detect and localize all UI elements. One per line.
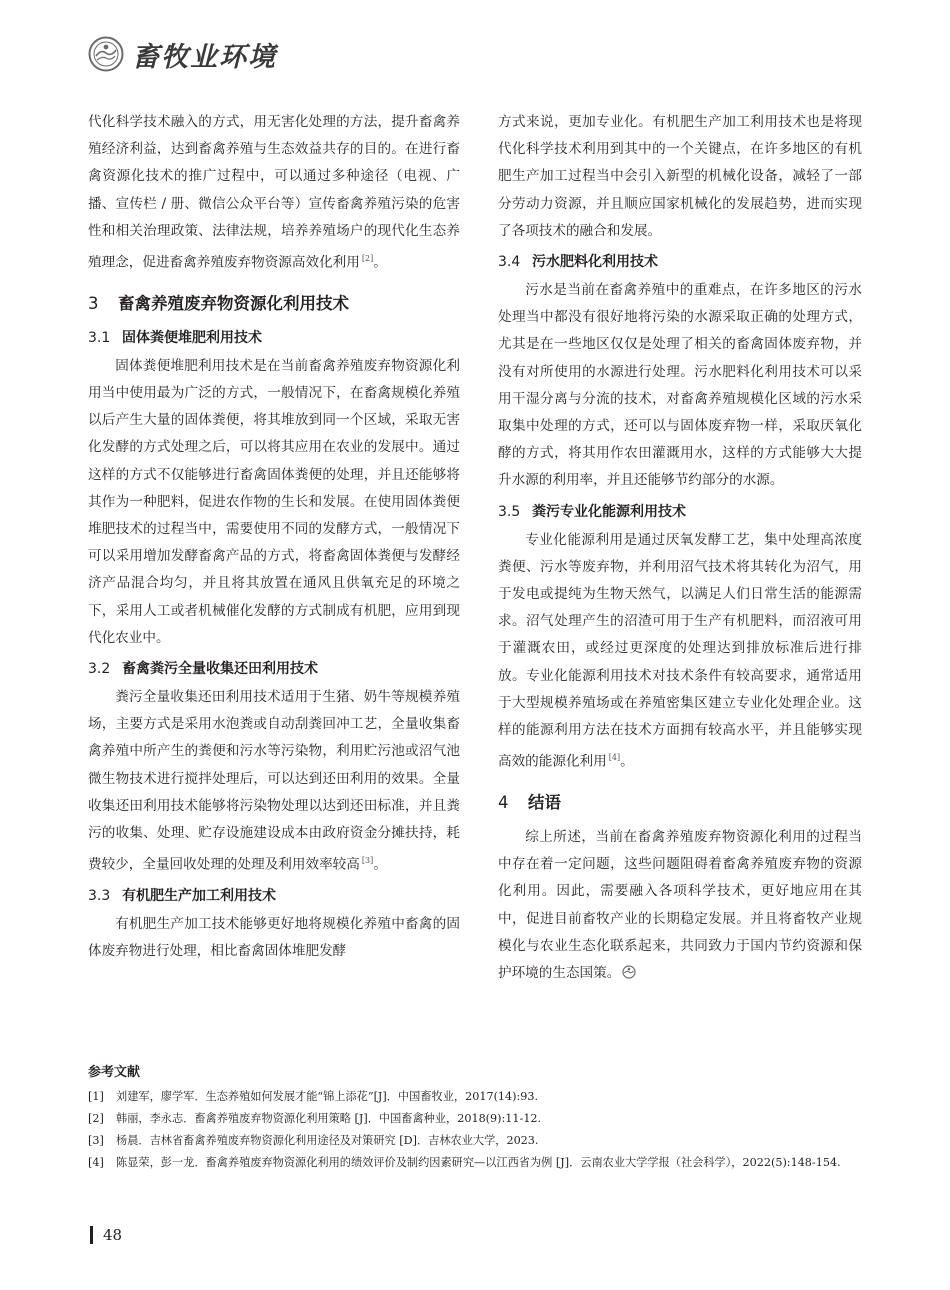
paragraph-3-1: 固体粪便堆肥利用技术是在当前畜禽养殖废弃物资源化利用当中使用最为广泛的方式，一般情况下，在畜禽规模化养殖以后产生大量的固体粪便，将其堆放到同一个区域，采取无害化发酵的方式处理之后，可以将其应用在农业的发展中。通过这样的方式不仅能够进行畜禽固体粪便的处理，并且还能够将其作为一种肥料，促进农作物的生长和发展。在使用固体粪便堆肥技术的过程当中，需要使用不同的发酵方式，一般情况下可以采用增加发酵畜禽产品的方式，将畜禽固体粪便与发酵经济产品混合均匀，并且将其放置在通风且供氧充足的环境之下，采用人工或者机械催化发酵的方式制成有机肥，应用到现代化农业中。 bbox=[88, 357, 460, 646]
citation: [3] bbox=[361, 856, 374, 866]
citation: [4] bbox=[608, 753, 621, 763]
section-heading-3: 3 畜禽养殖废弃物资源化利用技术 bbox=[88, 293, 349, 313]
page-number bbox=[90, 1226, 122, 1244]
references-title: 参考文献 bbox=[88, 1065, 141, 1080]
reference-item: [4] 陈显荣，彭一龙．畜禽养殖废弃物资源化利用的绩效评价及制约因素研究—以江西省为例 [J]．云南农业大学学报（社会科学），2022(5):148-154. bbox=[88, 1156, 841, 1169]
subsection-heading-3-5: 3.5 粪污专业化能源利用技术 bbox=[498, 503, 686, 520]
paragraph-3-5: 专业化能源利用是通过厌氧发酵工艺，集中处理高浓度粪便、污水等废弃物，并利用沼气技术将其转化为沼气，用于发电或提纯为生物天然气，以满足人们日常生活的能源需求。沼气处理产生的沼渣可用于生产有机肥料，而沼液可用于灌溉农田，或经过更深度的处理达到排放标准后进行排放。专业化能源利用技术对技术条件有较高要求，通常适用于大型规模养殖场或在养殖密集区建立专业化处理企业。这样的能源利用方法在技术方面拥有较高水平，并且能够实现高效的能源化利用 [4]。 bbox=[498, 531, 862, 770]
citation: [2] bbox=[361, 254, 374, 264]
journal-logo-icon bbox=[88, 36, 124, 72]
paragraph-3-4: 污水是当前在畜禽养殖中的重难点，在许多地区的污水处理当中都没有很好地将污染的水源采取正确的处理方式，尤其是在一些地区仅仅是处理了相关的畜禽固体废弃物，并没有对所使用的水源进行处理。污水肥料化利用技术可以采用干湿分离与分流的技术，对畜禽养殖规模化区域的污水采取集中处理的方式，还可以与固体废弃物一样，采取厌氧化酵的方式，将其用作农田灌溉用水，这样的方式能够大大提升水源的利用率，并且还能够节约部分的水源。 bbox=[498, 282, 862, 489]
paragraph-4: 综上所述，当前在畜禽养殖废弃物资源化利用的过程当中存在着一定问题，这些问题阻碍着畜禽养殖废弃物的资源化利用。因此，需要融入各项科学技术，更好地应用在其中，促进目前畜牧产业的长期稳定发展。并且将畜牧产业规模化与农业生态化联系起来，共同致力于国内节约资源和保护环境的生态国策。 bbox=[498, 829, 862, 982]
paragraph-3-2: 粪污全量收集还田利用技术适用于生猪、奶牛等规模养殖场，主要方式是采用水泡粪或自动刮粪回冲工艺，全量收集畜禽养殖中所产生的粪便和污水等污染物，利用贮污池或沼气池微生物技术进行搅拌处理后，可以达到还田利用的效果。全量收集还田利用技术能够将污染物处理以达到还田标准，并且粪污的收集、处理、贮存设施建设成本由政府资金分摊扶持，耗费较少，全量回收处理的处理及利用效率较高 [3]。 bbox=[88, 688, 460, 873]
journal-header bbox=[88, 34, 277, 74]
section-heading-4: 4 结语 bbox=[498, 793, 561, 812]
right-column bbox=[498, 109, 862, 987]
left-column bbox=[88, 109, 460, 965]
subsection-heading-3-3: 3.3 有机肥生产加工利用技术 bbox=[88, 887, 276, 904]
reference-item: [2] 韩丽，李永志．畜禽养殖废弃物资源化利用策略 [J]．中国畜禽种业，2018(9):11-12. bbox=[88, 1112, 542, 1125]
subsection-heading-3-2: 3.2 畜禽粪污全量收集还田利用技术 bbox=[88, 660, 318, 677]
paragraph-3-3: 有机肥生产加工技术能够更好地将规模化养殖中畜禽的固体废弃物进行处理，相比畜禽固体堆肥发酵 bbox=[88, 915, 460, 960]
references bbox=[88, 1061, 868, 1174]
page-number-bar bbox=[90, 1226, 93, 1244]
subsection-heading-3-4: 3.4 污水肥料化利用技术 bbox=[498, 254, 658, 271]
paragraph-intro: 代化科学技术融入的方式，用无害化处理的方法，提升畜禽养殖经济利益，达到畜禽养殖与生态效益共存的目的。在进行畜禽资源化技术的推广过程中，可以通过多种途径（电视、广播、宣传栏 / 册、微信公众平台等）宣传畜禽养殖污染的危害性和相关治理政策、法律法规，培养养殖场户的现代化生态养殖理念，促进畜禽养殖废弃物资源高效化利用 [2]。 bbox=[88, 114, 460, 271]
reference-item: [3] 杨晨．吉林省畜禽养殖废弃物资源化利用途径及对策研究 [D]．吉林农业大学，2023. bbox=[88, 1134, 539, 1147]
article-end-icon bbox=[622, 965, 636, 979]
page-number-text: 48 bbox=[103, 1226, 123, 1244]
journal-title: 畜牧业环境 bbox=[132, 41, 277, 73]
paragraph-3-3-continued: 方式来说，更加专业化。有机肥生产加工利用技术也是将现代化科学技术利用到其中的一个关键点，在许多地区的有机肥生产加工过程当中会引入新型的机械化设备，减轻了一部分劳动力资源，并且顺应国家机械化的发展趋势，进而实现了各项技术的融合和发展。 bbox=[498, 114, 862, 239]
reference-item: [1] 刘建军，廖学军．生态养殖如何发展才能“锦上添花”[J]．中国畜牧业，2017(14):93. bbox=[88, 1090, 539, 1103]
subsection-heading-3-1: 3.1 固体粪便堆肥利用技术 bbox=[88, 329, 262, 346]
